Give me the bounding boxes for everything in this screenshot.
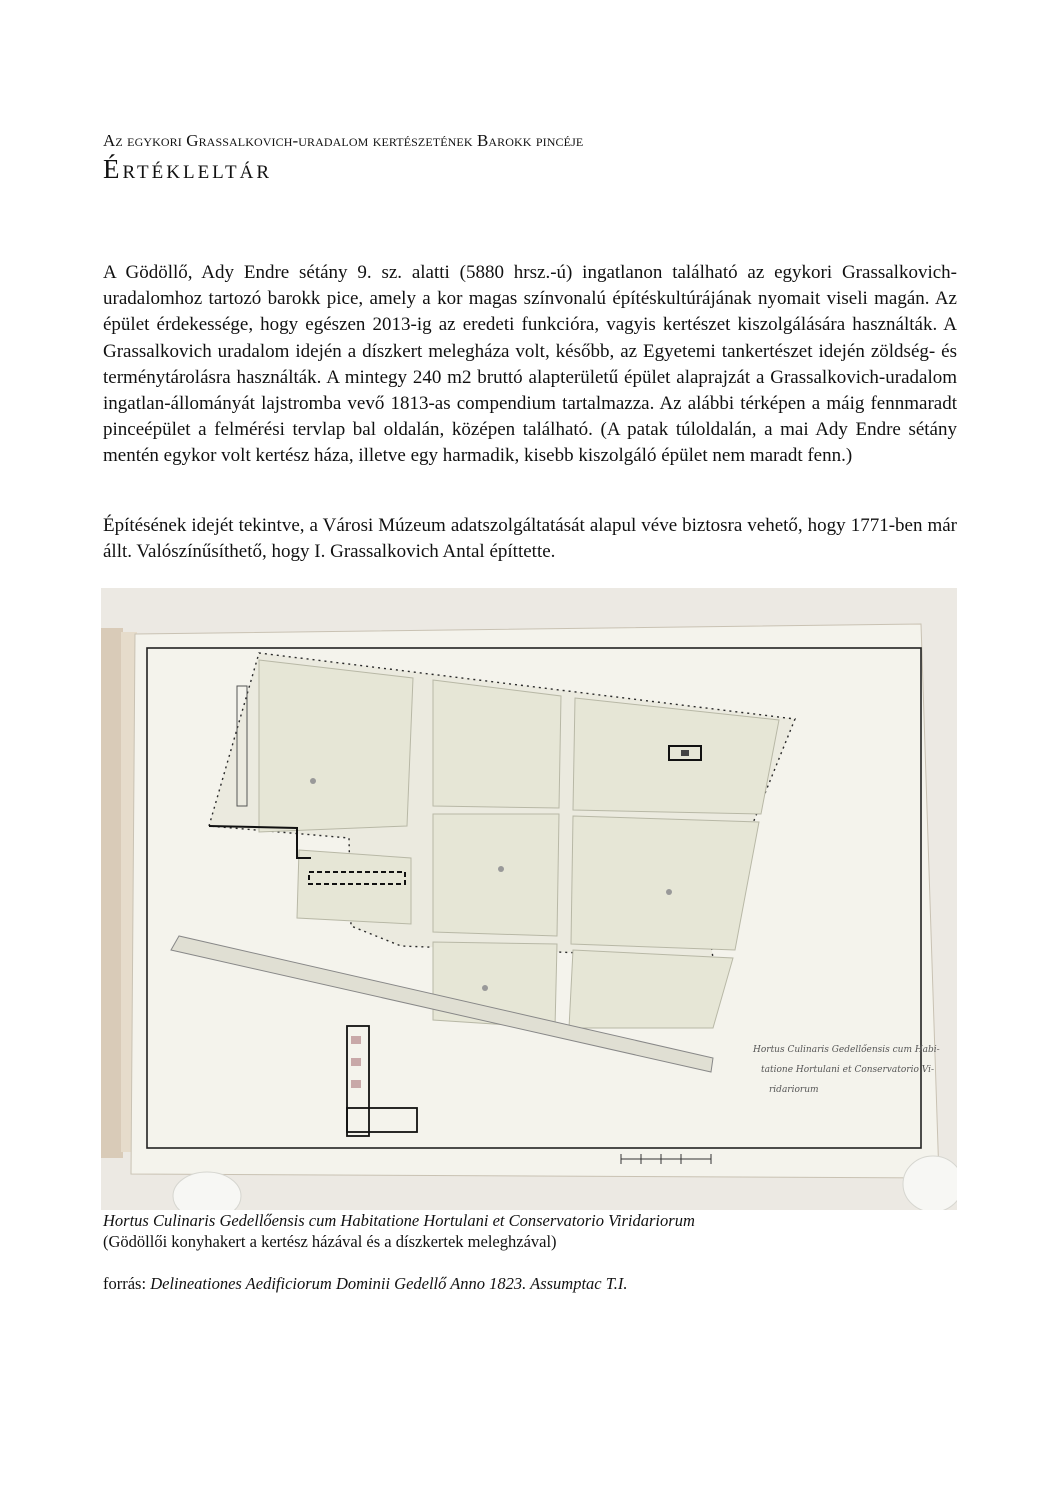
garden-plan-map [101,588,957,1210]
document-title: Értékleltár [103,154,273,184]
source-citation: Delineationes Aedificiorum Dominii Gedellő Anno 1823. Assumptac T.I. [150,1274,628,1293]
map-label-line-3: ridariorum [769,1085,819,1095]
body-paragraph-2: Építésének idejét tekintve, a Városi Múzeum adatszolgáltatását alapul véve biztosra vehető, hogy 1771-ben már állt. Valószínűsíthető, hogy I. Grassalkovich Antal építtette. [103,515,957,563]
source-label: forrás: [103,1274,151,1293]
map-label-line-2: tatione Hortulani et Conservatorio Vi- [761,1065,934,1075]
document-subtitle: Az egykori Grassalkovich-uradalom kertészetének Barokk pincéje [103,131,584,150]
source-line [103,1274,627,1294]
map-label-line-1: Hortus Culinaris Gedellőensis cum Habi- [753,1045,940,1055]
figure-caption-latin: Hortus Culinaris Gedellőensis cum Habitatione Hortulani et Conservatorio Viridariorum [103,1211,695,1230]
figure-caption-hungarian: (Gödöllői konyhakert a kertész házával és a díszkertek meleghzával) [103,1232,557,1251]
body-paragraph-1: A Gödöllő, Ady Endre sétány 9. sz. alatti (5880 hrsz.-ú) ingatlanon található az egykori Grassalkovich-uradalomhoz tartozó barokk pice, amely a kor magas színvonalú építéskultúrájának nyomait viseli magán. Az épület érdekessége, hogy egészen 2013-ig az eredeti funkcióra, vagyis kertészet kiszolgálására használták. A Grassalkovich uradalom idején a díszkert melegháza volt, később, az Egyetemi tankertészet idején zöldség- és terménytárolásra használták. A mintegy 240 m2 bruttó alapterületű épület alaprajzát a Grassalkovich-uradalom ingatlan-állományát lajstromba vevő 1813-as compendium tartalmazza. Az alábbi térképen a máig fennmaradt pinceépület a felmérési tervlap bal oldalán, középen található. (A patak túloldalán, a mai Ady Endre sétány mentén egykor volt kertész háza, illetve egy harmadik, kisebb kiszolgáló épület nem maradt fenn.) [103,262,957,467]
historic-map-figure [101,588,957,1210]
